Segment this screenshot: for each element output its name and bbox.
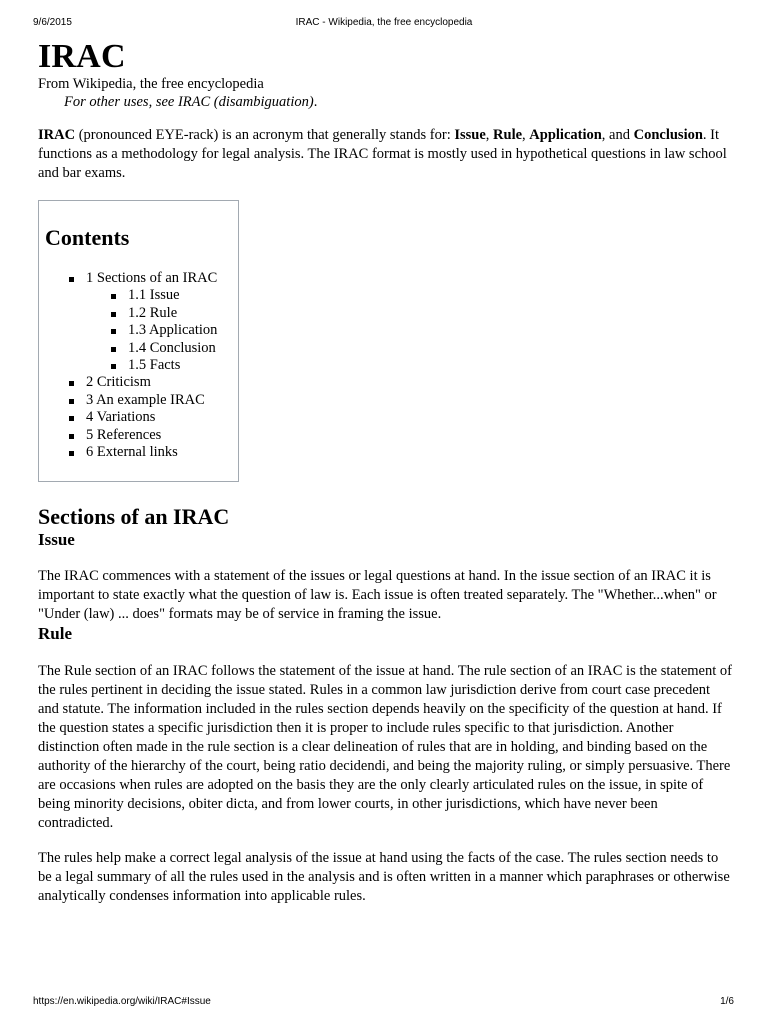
issue-paragraph: The IRAC commences with a statement of the issues or legal questions at hand. In the issue section of an IRAC it is important to state exactly what the question of law is. Each issue is often treated separately. The "Whether...when" or "Under (law) ... does" formats may be of service in framing the issue.: [38, 568, 717, 622]
toc-item-issue[interactable]: [111, 287, 217, 304]
print-date: 9/6/2015: [33, 17, 72, 28]
toc-item-label: 1.2 Rule: [128, 304, 178, 321]
toc-item-rule[interactable]: [111, 305, 217, 322]
toc-sublist: [111, 287, 217, 374]
page-title: IRAC: [38, 38, 126, 75]
intro-paragraph: [38, 126, 728, 183]
intro-term-issue: Issue: [454, 127, 486, 143]
bullet-icon: [69, 277, 74, 282]
bullet-icon: [69, 451, 74, 456]
bullet-icon: [69, 399, 74, 404]
intro-text: . It functions as a methodology for legal analysis. The IRAC format is mostly used in hypothetical questions in law school and bar exams.: [38, 127, 727, 181]
toc-title: Contents: [45, 225, 130, 250]
bullet-icon: [69, 434, 74, 439]
intro-text: (pronounced EYE-rack) is an acronym that generally stands for:: [75, 127, 455, 143]
article-content: [38, 38, 738, 906]
subsection-heading-issue: Issue: [38, 530, 75, 549]
toc-item-label: 1.1 Issue: [128, 287, 180, 304]
site-tagline: From Wikipedia, the free encyclopedia: [38, 76, 264, 92]
bullet-icon: [111, 312, 116, 317]
intro-text: , and: [601, 127, 634, 143]
bullet-icon: [111, 347, 116, 352]
toc-item-label: 3 An example IRAC: [86, 391, 205, 408]
toc-item-label: 2 Criticism: [86, 374, 151, 391]
intro-term-rule: Rule: [493, 127, 523, 143]
bullet-icon: [111, 364, 116, 369]
bullet-icon: [69, 381, 74, 386]
toc-item-facts[interactable]: [111, 357, 217, 374]
hatnote-prefix: For other uses, see: [64, 94, 178, 110]
bullet-icon: [111, 294, 116, 299]
toc-item-label: 1 Sections of an IRAC: [86, 270, 218, 286]
toc-item-application[interactable]: [111, 322, 217, 339]
toc-item-label: 1.4 Conclusion: [128, 339, 216, 356]
section-heading-sections: Sections of an IRAC: [38, 504, 230, 529]
toc-item-conclusion[interactable]: [111, 340, 217, 357]
rule-paragraph-1: The Rule section of an IRAC follows the statement of the issue at hand. The rule section of an IRAC is the statement of the rules pertinent in deciding the issue stated. Rules in a common law jurisdiction derive from court case precedent and statute. The information included in the rules section depends heavily on the specificity of the question at hand. If the question states a specific jurisdiction then it is proper to include rules specific to that jurisdiction. Another distinction often made in the rule section is a clear delineation of rules that are in holding, and binding based on the authority of the hierarchy of the court, being ratio decidendi, and being the majority ruling, or simply persuasive. There are occasions when rules are adopted on the basis they are the only clearly articulated rules on the issue, in spite of being minority decisions, obiter dicta, and from lower courts, in other jurisdictions, which have never been contradicted.: [38, 663, 732, 831]
intro-term-irac: IRAC: [38, 127, 76, 143]
hatnote: [38, 93, 738, 111]
disambiguation-link[interactable]: IRAC (disambiguation): [177, 94, 314, 110]
toc-item-criticism[interactable]: [69, 374, 217, 391]
toc-item-external-links[interactable]: [69, 444, 217, 461]
print-url: https://en.wikipedia.org/wiki/IRAC#Issue: [33, 996, 211, 1007]
intro-term-application: Application: [529, 127, 602, 143]
print-header: [0, 17, 768, 29]
table-of-contents: [38, 200, 239, 482]
toc-item-references[interactable]: [69, 427, 217, 444]
print-footer: [0, 996, 768, 1008]
toc-item-sections[interactable]: [69, 270, 217, 374]
hatnote-suffix: .: [313, 94, 318, 110]
bullet-icon: [69, 416, 74, 421]
page-number: 1/6: [720, 996, 734, 1007]
toc-item-label: 5 References: [86, 426, 162, 443]
toc-list: [69, 270, 217, 461]
toc-item-label: 1.3 Application: [128, 322, 218, 339]
toc-item-label: 4 Variations: [86, 409, 156, 426]
toc-item-variations[interactable]: [69, 409, 217, 426]
toc-item-label: 6 External links: [86, 444, 178, 461]
print-page-title: IRAC - Wikipedia, the free encyclopedia: [295, 17, 473, 28]
intro-term-conclusion: Conclusion: [633, 127, 703, 143]
toc-item-label: 1.5 Facts: [128, 357, 181, 374]
toc-item-example[interactable]: [69, 392, 217, 409]
bullet-icon: [111, 329, 116, 334]
intro-text: ,: [485, 127, 494, 143]
intro-text: ,: [522, 127, 530, 143]
subsection-heading-rule: Rule: [38, 624, 72, 643]
rule-paragraph-2: The rules help make a correct legal analysis of the issue at hand using the facts of the case. The rules section needs to be a legal summary of all the rules used in the analysis and is often written in a manner which paraphrases or otherwise analytically condenses information into applicable rules.: [38, 850, 730, 904]
